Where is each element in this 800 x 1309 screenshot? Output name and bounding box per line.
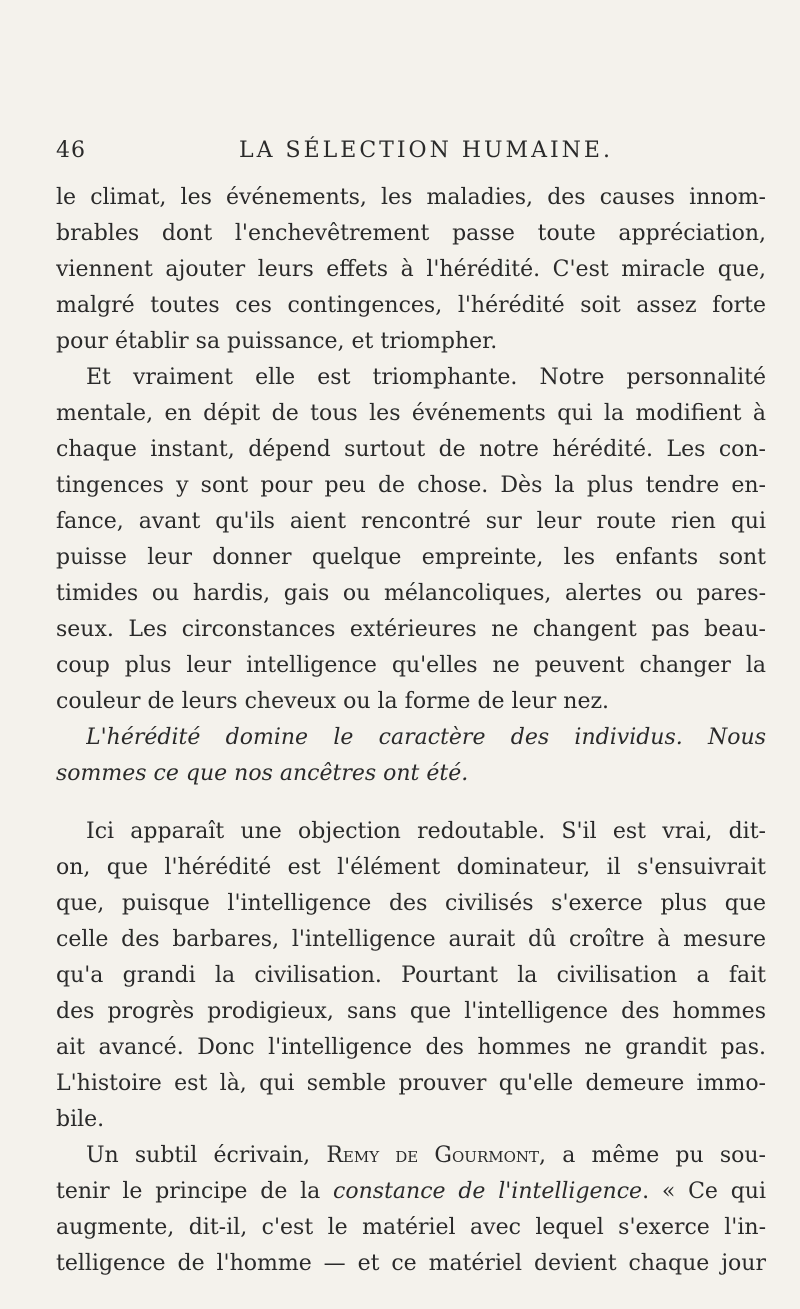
text-line: Ici apparaît une objection redoutable. S'il est vrai, dit- (86, 819, 766, 844)
text-line: timides ou hardis, gais ou mélancoliques, alertes ou pares- (56, 581, 766, 606)
text-line: fance, avant qu'ils aient rencontré sur leur route rien qui (56, 509, 766, 534)
text-line: pour établir sa puissance, et triompher. (56, 329, 498, 354)
text-line: brables dont l'enchevêtrement passe toute appréciation, (56, 221, 766, 246)
text-line: augmente, dit-il, c'est le matériel avec lequel s'exerce l'in- (56, 1215, 766, 1240)
page-header (56, 134, 756, 174)
text-line: le climat, les événements, les maladies, des causes innom- (56, 185, 766, 210)
text-line: on, que l'hérédité est l'élément dominateur, il s'ensuivrait (56, 855, 766, 880)
line-part: tenir le principe de la (56, 1179, 321, 1204)
text-line: malgré toutes ces contingences, l'hérédité soit assez forte (56, 293, 766, 318)
text-line (56, 1174, 766, 1210)
author-name: Remy de Gourmont (326, 1143, 540, 1168)
text-line: seux. Les circonstances extérieures ne changent pas beau- (56, 617, 766, 642)
text-line: Et vraiment elle est triomphante. Notre personnalité (86, 365, 766, 390)
running-title: LA SÉLECTION HUMAINE. (239, 138, 613, 163)
text-line (86, 1138, 766, 1174)
text-line: celle des barbares, l'intelligence aurait dû croître à mesure (56, 927, 766, 952)
text-line: viennent ajouter leurs effets à l'hérédité. C'est miracle que, (56, 257, 766, 282)
text-line: chaque instant, dépend surtout de notre hérédité. Les con- (56, 437, 766, 462)
text-line: coup plus leur intelligence qu'elles ne peuvent changer la (56, 653, 766, 678)
text-line: L'histoire est là, qui semble prouver qu'elle demeure immo- (56, 1071, 766, 1096)
text-line: telligence de l'homme — et ce matériel devient chaque jour (56, 1251, 766, 1276)
italic-line: L'hérédité domine le caractère des individus. Nous (86, 725, 766, 750)
page-number: 46 (56, 138, 86, 163)
line-part: Un subtil écrivain, (86, 1143, 327, 1168)
text-line: des progrès prodigieux, sans que l'intelligence des hommes (56, 999, 766, 1024)
text-line: ait avancé. Donc l'intelligence des hommes ne grandit pas. (56, 1035, 766, 1060)
text-line: bile. (56, 1107, 105, 1132)
text-line: qu'a grandi la civilisation. Pourtant la civilisation a fait (56, 963, 766, 988)
line-part: , a même pu sou- (539, 1143, 766, 1168)
text-line: puisse leur donner quelque empreinte, les enfants sont (56, 545, 766, 570)
line-part: . « Ce qui (642, 1179, 766, 1204)
italic-line: sommes ce que nos ancêtres ont été. (56, 761, 469, 786)
italic-phrase: constance de l'intelligence (333, 1179, 643, 1204)
text-line: que, puisque l'intelligence des civilisés s'exerce plus que (56, 891, 766, 916)
text-line: couleur de leurs cheveux ou la forme de leur nez. (56, 689, 610, 714)
text-line: tingences y sont pour peu de chose. Dès la plus tendre en- (56, 473, 766, 498)
text-line: mentale, en dépit de tous les événements qui la modifient à (56, 401, 766, 426)
